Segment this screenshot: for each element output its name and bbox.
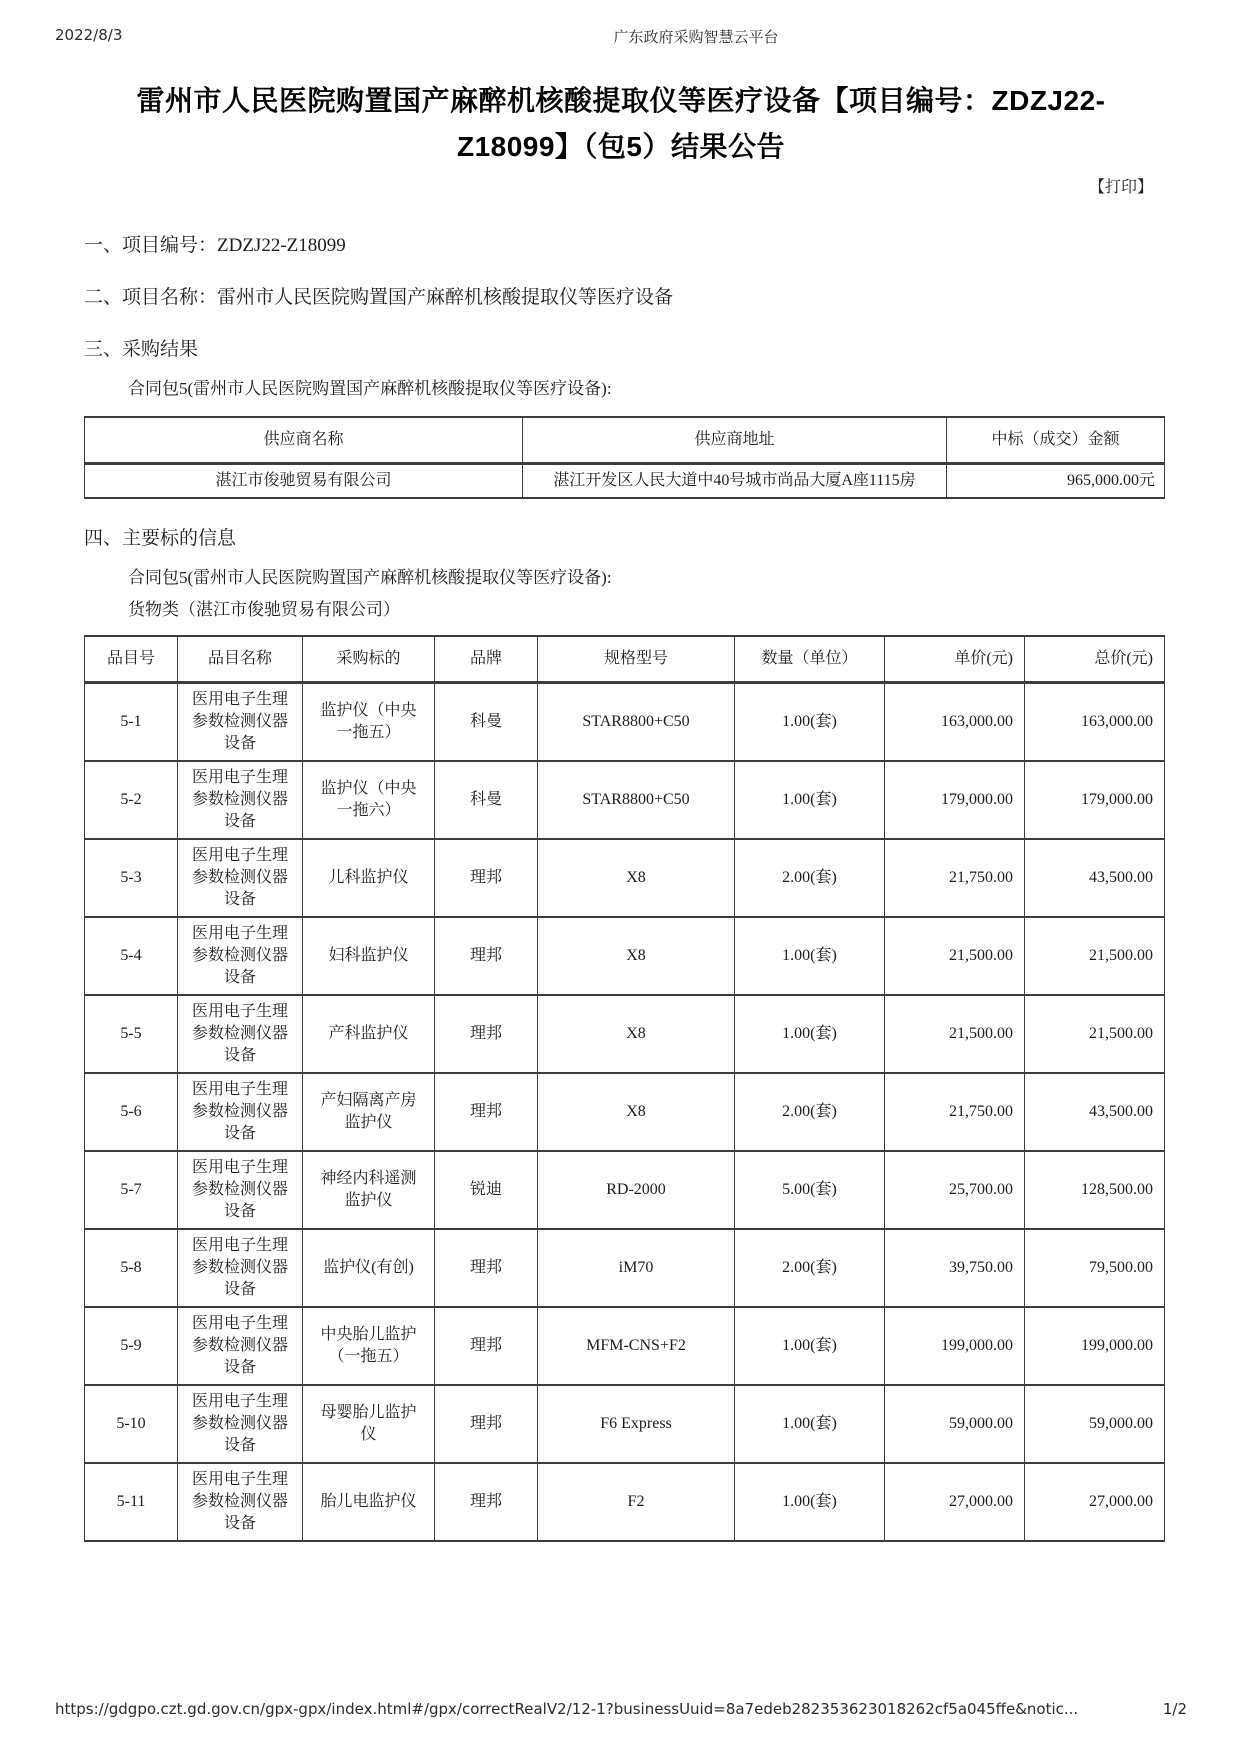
table-cell: 医用电子生理参数检测仪器设备 — [178, 1229, 303, 1307]
table-cell: 监护仪（中央一拖五） — [303, 683, 435, 762]
print-button-row — [0, 178, 1153, 198]
table-row — [85, 1073, 1165, 1151]
column-header: 品目号 — [85, 636, 178, 683]
table-cell: 医用电子生理参数检测仪器设备 — [178, 995, 303, 1073]
table-cell: 1.00(套) — [735, 683, 885, 762]
table-cell: 5-1 — [85, 683, 178, 762]
table-cell: 59,000.00 — [885, 1385, 1025, 1463]
table-cell: 理邦 — [435, 1463, 538, 1541]
column-header: 单价(元) — [885, 636, 1025, 683]
table-cell: iM70 — [538, 1229, 735, 1307]
table-cell: 965,000.00元 — [947, 464, 1165, 499]
table-cell: 1.00(套) — [735, 1385, 885, 1463]
goods-table — [84, 635, 1165, 1542]
table-cell: 妇科监护仪 — [303, 917, 435, 995]
column-header: 供应商名称 — [85, 417, 523, 464]
table-cell: F2 — [538, 1463, 735, 1541]
table-row — [85, 1229, 1165, 1307]
contract-package-line-result: 合同包5(雷州市人民医院购置国产麻醉机核酸提取仪等医疗设备): — [128, 379, 612, 398]
table-cell: 21,500.00 — [1025, 995, 1165, 1073]
table-row — [85, 995, 1165, 1073]
page-title-line-2: Z18099】（包5）结果公告 — [456, 131, 786, 162]
table-cell: 59,000.00 — [1025, 1385, 1165, 1463]
footer-page-number: 1/2 — [1162, 1700, 1187, 1718]
table-row — [85, 1307, 1165, 1385]
table-cell: 胎儿电监护仪 — [303, 1463, 435, 1541]
table-cell: 医用电子生理参数检测仪器设备 — [178, 683, 303, 762]
table-cell: 神经内科遥测监护仪 — [303, 1151, 435, 1229]
table-row — [85, 761, 1165, 839]
table-cell: 理邦 — [435, 1229, 538, 1307]
table-row — [85, 1463, 1165, 1541]
table-row — [85, 683, 1165, 762]
table-cell: 199,000.00 — [885, 1307, 1025, 1385]
table-cell: 理邦 — [435, 917, 538, 995]
section-main-targets-heading: 四、主要标的信息 — [84, 528, 237, 549]
table-cell: 医用电子生理参数检测仪器设备 — [178, 761, 303, 839]
table-cell: 5-4 — [85, 917, 178, 995]
print-button[interactable]: 【打印】 — [1088, 179, 1153, 196]
table-cell: 21,750.00 — [885, 839, 1025, 917]
contract-package-line-targets: 合同包5(雷州市人民医院购置国产麻醉机核酸提取仪等医疗设备): — [128, 568, 612, 587]
table-cell: 1.00(套) — [735, 761, 885, 839]
column-header: 品牌 — [435, 636, 538, 683]
print-platform-title: 广东政府采购智慧云平台 — [613, 28, 779, 46]
table-cell: 儿科监护仪 — [303, 839, 435, 917]
table-cell: 中央胎儿监护（一拖五） — [303, 1307, 435, 1385]
table-cell: 5.00(套) — [735, 1151, 885, 1229]
table-cell: 科曼 — [435, 683, 538, 762]
table-row — [85, 1151, 1165, 1229]
column-header: 采购标的 — [303, 636, 435, 683]
table-cell: 163,000.00 — [885, 683, 1025, 762]
print-date: 2022/8/3 — [55, 26, 123, 44]
table-cell: X8 — [538, 839, 735, 917]
table-cell: 产科监护仪 — [303, 995, 435, 1073]
table-cell: 理邦 — [435, 1307, 538, 1385]
table-cell: 128,500.00 — [1025, 1151, 1165, 1229]
table-cell: 医用电子生理参数检测仪器设备 — [178, 1151, 303, 1229]
table-cell: RD-2000 — [538, 1151, 735, 1229]
page-title — [40, 78, 1202, 170]
print-header — [0, 0, 1242, 46]
table-cell: 5-9 — [85, 1307, 178, 1385]
table-cell: 2.00(套) — [735, 1229, 885, 1307]
table-cell: 39,750.00 — [885, 1229, 1025, 1307]
table-cell: 锐迪 — [435, 1151, 538, 1229]
table-cell: 1.00(套) — [735, 917, 885, 995]
table-cell: 湛江市俊驰贸易有限公司 — [85, 464, 523, 499]
table-cell: 1.00(套) — [735, 1307, 885, 1385]
print-footer — [55, 1700, 1187, 1718]
table-cell: 湛江开发区人民大道中40号城市尚品大厦A座1115房 — [523, 464, 947, 499]
table-cell: 21,500.00 — [1025, 917, 1165, 995]
column-header: 品目名称 — [178, 636, 303, 683]
table-cell: 5-8 — [85, 1229, 178, 1307]
table-cell: 43,500.00 — [1025, 1073, 1165, 1151]
table-cell: 21,750.00 — [885, 1073, 1025, 1151]
table-row — [85, 839, 1165, 917]
table-cell: STAR8800+C50 — [538, 761, 735, 839]
table-cell: 5-6 — [85, 1073, 178, 1151]
table-cell: STAR8800+C50 — [538, 683, 735, 762]
table-cell: 5-7 — [85, 1151, 178, 1229]
table-cell: 1.00(套) — [735, 995, 885, 1073]
table-header-row — [85, 417, 1165, 464]
table-cell: 27,000.00 — [1025, 1463, 1165, 1541]
table-cell: F6 Express — [538, 1385, 735, 1463]
table-cell: 163,000.00 — [1025, 683, 1165, 762]
table-cell: 25,700.00 — [885, 1151, 1025, 1229]
supplier-result-table — [84, 416, 1165, 499]
table-cell: 27,000.00 — [885, 1463, 1025, 1541]
table-cell: 医用电子生理参数检测仪器设备 — [178, 917, 303, 995]
table-cell: 79,500.00 — [1025, 1229, 1165, 1307]
footer-url: https://gdgpo.czt.gd.gov.cn/gpx-gpx/index.html#/gpx/correctRealV2/12-1?businessUuid=8a7edeb282353623018262cf5a045ffe&notic... — [55, 1700, 1079, 1718]
table-cell: 监护仪（中央一拖六） — [303, 761, 435, 839]
table-cell: 5-10 — [85, 1385, 178, 1463]
table-cell: 2.00(套) — [735, 1073, 885, 1151]
column-header: 总价(元) — [1025, 636, 1165, 683]
table-cell: 21,500.00 — [885, 917, 1025, 995]
table-cell: 监护仪(有创) — [303, 1229, 435, 1307]
table-cell: 医用电子生理参数检测仪器设备 — [178, 1463, 303, 1541]
table-cell: 199,000.00 — [1025, 1307, 1165, 1385]
table-cell: 科曼 — [435, 761, 538, 839]
table-row — [85, 917, 1165, 995]
goods-category-line: 货物类（湛江市俊驰贸易有限公司） — [128, 600, 400, 619]
table-cell: 医用电子生理参数检测仪器设备 — [178, 1385, 303, 1463]
table-cell: 理邦 — [435, 1073, 538, 1151]
column-header: 数量（单位） — [735, 636, 885, 683]
table-cell: 5-11 — [85, 1463, 178, 1541]
table-header-row — [85, 636, 1165, 683]
column-header: 供应商地址 — [523, 417, 947, 464]
table-cell: X8 — [538, 917, 735, 995]
table-row — [85, 1385, 1165, 1463]
table-row — [85, 464, 1165, 499]
column-header: 中标（成交）金额 — [947, 417, 1165, 464]
section-procurement-result-heading: 三、采购结果 — [84, 339, 199, 360]
table-cell: 5-5 — [85, 995, 178, 1073]
table-cell: 179,000.00 — [885, 761, 1025, 839]
table-cell: 医用电子生理参数检测仪器设备 — [178, 1073, 303, 1151]
table-cell: 179,000.00 — [1025, 761, 1165, 839]
column-header: 规格型号 — [538, 636, 735, 683]
table-cell: 理邦 — [435, 1385, 538, 1463]
table-cell: 理邦 — [435, 839, 538, 917]
table-cell: 理邦 — [435, 995, 538, 1073]
table-cell: 医用电子生理参数检测仪器设备 — [178, 1307, 303, 1385]
table-cell: 产妇隔离产房监护仪 — [303, 1073, 435, 1151]
table-cell: X8 — [538, 1073, 735, 1151]
table-cell: X8 — [538, 995, 735, 1073]
table-cell: 5-2 — [85, 761, 178, 839]
section-project-number: 一、项目编号：ZDZJ22-Z18099 — [84, 235, 346, 256]
table-cell: 医用电子生理参数检测仪器设备 — [178, 839, 303, 917]
table-cell: 5-3 — [85, 839, 178, 917]
table-cell: 21,500.00 — [885, 995, 1025, 1073]
table-cell: 母婴胎儿监护仪 — [303, 1385, 435, 1463]
table-cell: 43,500.00 — [1025, 839, 1165, 917]
section-project-name: 二、项目名称：雷州市人民医院购置国产麻醉机核酸提取仪等医疗设备 — [84, 287, 674, 308]
table-cell: 1.00(套) — [735, 1463, 885, 1541]
page-title-line-1: 雷州市人民医院购置国产麻醉机核酸提取仪等医疗设备【项目编号：ZDZJ22- — [136, 85, 1106, 116]
table-cell: MFM-CNS+F2 — [538, 1307, 735, 1385]
table-cell: 2.00(套) — [735, 839, 885, 917]
